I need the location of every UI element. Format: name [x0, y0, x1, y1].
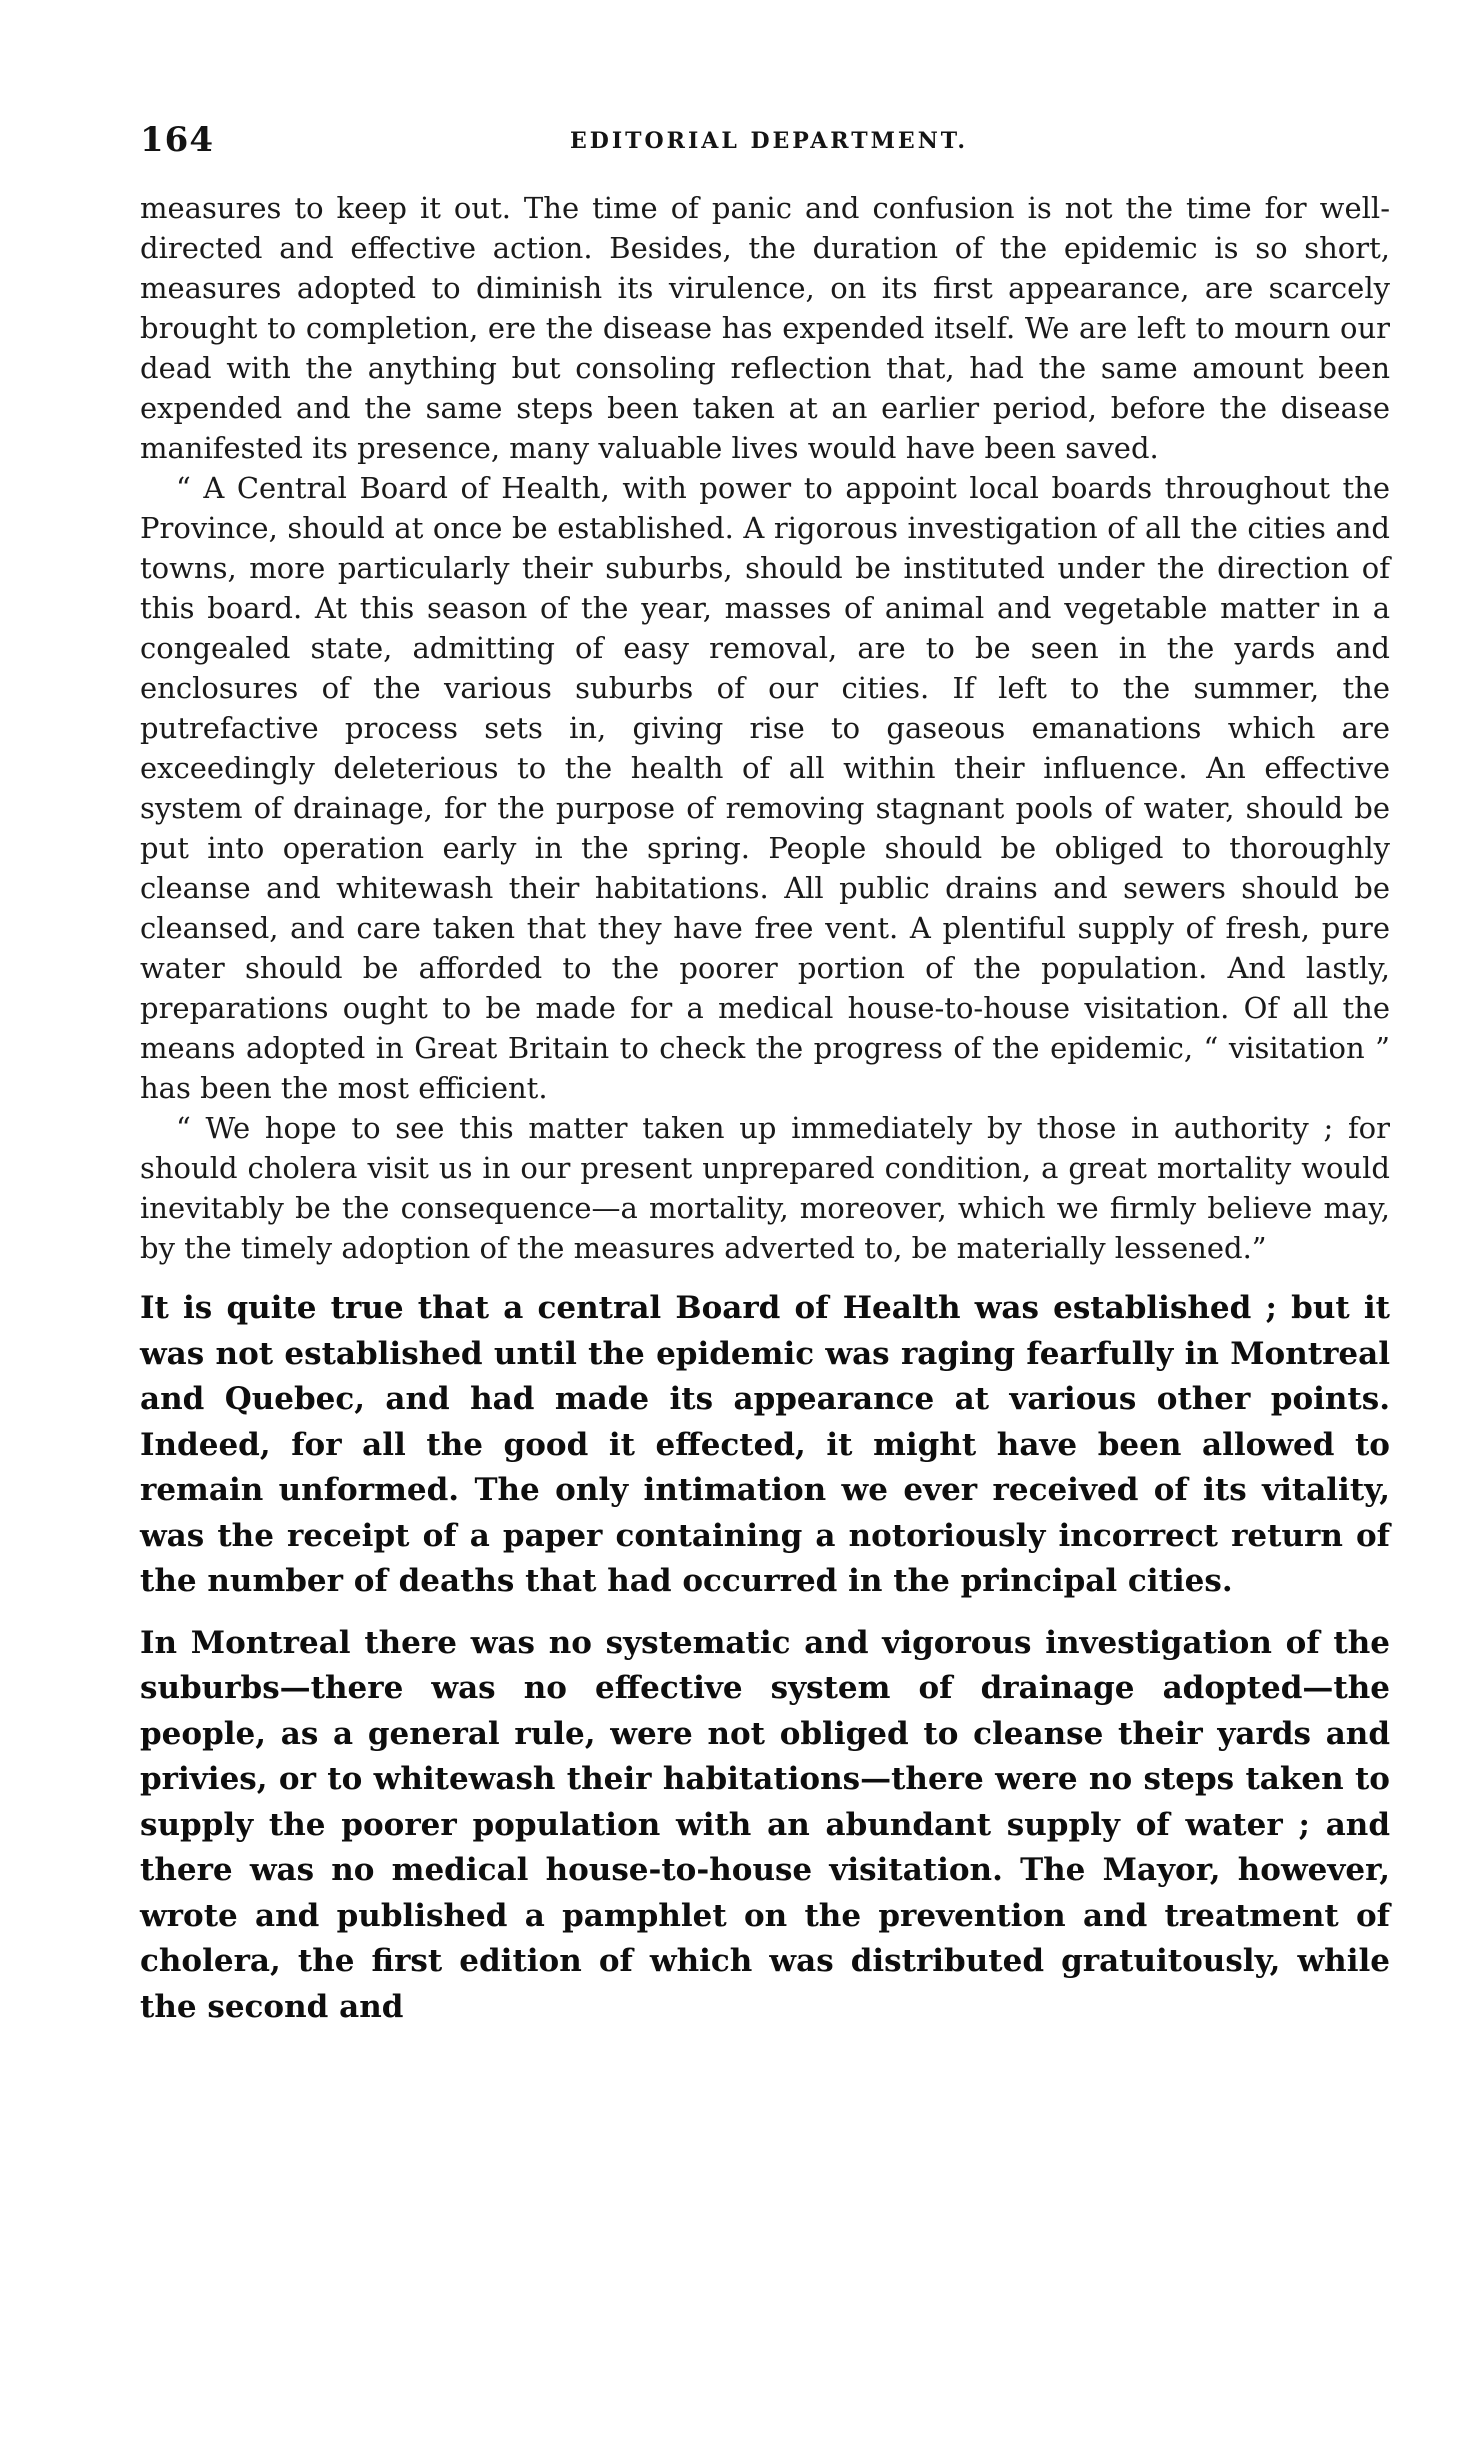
- quoted-paragraph-central-board: “ A Central Board of Health, with power to appoint local boards throughout the Province, should at once be established. A rigorous investigation of all the cities and towns, more particularly their suburbs, should be instituted under the direction of this board. At this season of the year, masses of animal and vegetable matter in a congealed state, admitting of easy removal, are to be seen in the yards and enclosures of the various suburbs of our cities. If left to the summer, the putrefactive process sets in, giving rise to gaseous emanations which are exceedingly deleterious to the health of all within their influence. An effective system of drainage, for the purpose of removing stagnant pools of water, should be put into operation early in the spring. People should be obliged to thoroughly cleanse and whitewash their habitations. All public drains and sewers should be cleansed, and care taken that they have free vent. A plentiful supply of fresh, pure water should be afforded to the poorer portion of the population. And lastly, preparations ought to be made for a medical house-to-house visitation. Of all the means adopted in Great Britain to check the progress of the epidemic, “ visitation ” has been the most efficient.: [140, 471, 1390, 1105]
- running-head: [140, 120, 1390, 164]
- quoted-extract: [140, 188, 1390, 1268]
- editorial-body: [140, 1286, 1390, 2030]
- quoted-paragraph-continuation: measures to keep it out. The time of panic and confusion is not the time for well-directed and effective action. Besides, the duration of the epidemic is so short, measures adopted to diminish its virulence, on its first appearance, are scarcely brought to completion, ere the disease has expended itself. We are left to mourn our dead with the anything but consoling reflection that, had the same amount been expended and the same steps been taken at an earlier period, before the disease manifested its presence, many valuable lives would have been saved.: [140, 191, 1390, 465]
- quoted-paragraph-conclusion: “ We hope to see this matter taken up immediately by those in authority ; for should cholera visit us in our present unprepared condition, a great mortality would inevitably be the consequence—a mortality, moreover, which we firmly believe may, by the timely adoption of the measures adverted to, be materially lessened.”: [140, 1111, 1390, 1265]
- body-paragraph-montreal: In Montreal there was no systematic and vigorous investigation of the suburbs—there was no effective system of drainage adopted—the people, as a general rule, were not obliged to cleanse their yards and privies, or to whitewash their habitations—there were no steps taken to supply the poorer population with an abundant supply of water ; and there was no medical house-to-house visitation. The Mayor, however, wrote and published a pamphlet on the prevention and treatment of cholera, the first edition of which was distributed gratuitously, while the second and: [140, 1624, 1390, 2025]
- section-title: EDITORIAL DEPARTMENT.: [570, 128, 968, 154]
- body-paragraph-board-of-health: It is quite true that a central Board of Health was established ; but it was not established until the epidemic was raging fearfully in Montreal and Quebec, and had made its appearance at various other points. Indeed, for all the good it effected, it might have been allowed to remain unformed. The only intimation we ever received of its vitality, was the receipt of a paper containing a notoriously incorrect return of the number of deaths that had occurred in the principal cities.: [140, 1290, 1390, 1599]
- book-page: [140, 120, 1390, 2030]
- page-number: 164: [140, 120, 214, 160]
